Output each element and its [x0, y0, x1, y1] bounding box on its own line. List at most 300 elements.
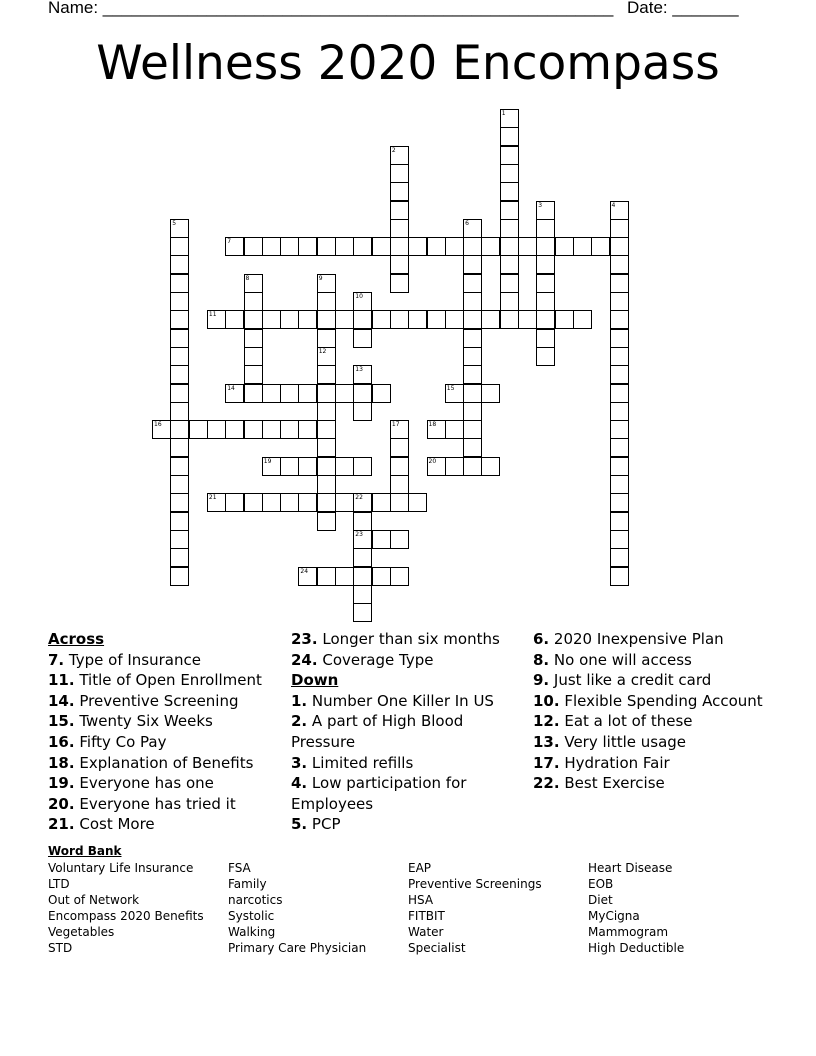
clue-item [48, 794, 278, 815]
clue-number-label: 15 [446, 384, 455, 392]
crossword-cell[interactable] [298, 420, 317, 439]
word-bank-column [408, 860, 542, 956]
crossword-cell[interactable] [536, 347, 555, 366]
word-bank-item: narcotics [228, 893, 283, 907]
clue-item [48, 732, 278, 753]
clue-number-label: 20 [428, 457, 437, 465]
clue-text: Fifty Co Pay [79, 732, 167, 751]
word-bank-heading: Word Bank [48, 844, 122, 858]
word-bank-item: High Deductible [588, 941, 685, 955]
clue-number: 5. [291, 815, 308, 834]
word-bank-item: MyCigna [588, 909, 640, 923]
crossword-cell[interactable] [500, 274, 519, 293]
clue-number-label: 9 [318, 274, 323, 282]
crossword-cell[interactable] [317, 475, 336, 494]
crossword-cell[interactable] [408, 493, 427, 512]
crossword-cell[interactable] [390, 475, 409, 494]
crossword-cell[interactable] [463, 310, 482, 329]
crossword-cell[interactable] [317, 512, 336, 531]
clue-number-label: 11 [208, 311, 217, 319]
clue-text: No one will access [553, 650, 692, 669]
crossword-cell[interactable] [225, 310, 244, 329]
crossword-cell[interactable] [390, 237, 409, 256]
crossword-cell[interactable] [353, 512, 372, 531]
clue-item [291, 629, 521, 650]
crossword-cell[interactable] [500, 127, 519, 146]
crossword-cell[interactable] [463, 255, 482, 274]
clues-column-2 [291, 629, 521, 835]
crossword-cell[interactable] [463, 365, 482, 384]
clue-number: 22. [533, 774, 560, 793]
crossword-cell[interactable] [610, 457, 629, 476]
clue-text: Everyone has one [79, 774, 214, 793]
word-bank-item: Diet [588, 893, 613, 907]
crossword-cell[interactable] [262, 237, 281, 256]
crossword-cell[interactable] [390, 567, 409, 586]
crossword-cell[interactable] [463, 457, 482, 476]
crossword-cell[interactable] [170, 567, 189, 586]
crossword-cell[interactable] [353, 567, 372, 586]
crossword-cell[interactable] [170, 420, 189, 439]
clue-number: 12. [533, 712, 560, 731]
crossword-cell[interactable] [610, 420, 629, 439]
crossword-cell[interactable] [262, 310, 281, 329]
crossword-cell[interactable] [591, 237, 610, 256]
crossword-cell[interactable] [463, 274, 482, 293]
crossword-cell[interactable] [280, 237, 299, 256]
crossword-cell[interactable] [445, 457, 464, 476]
crossword-cell[interactable] [610, 438, 629, 457]
crossword-cell[interactable] [555, 310, 574, 329]
clue-number-label: 17 [391, 421, 400, 429]
crossword-cell[interactable] [610, 310, 629, 329]
crossword-cell[interactable] [445, 420, 464, 439]
crossword-cell[interactable] [353, 329, 372, 348]
crossword-cell[interactable] [463, 438, 482, 457]
crossword-cell[interactable] [244, 365, 263, 384]
clue-item [533, 629, 763, 650]
crossword-cell[interactable] [610, 237, 629, 256]
clue-text: Everyone has tried it [79, 794, 236, 813]
crossword-cell[interactable] [170, 274, 189, 293]
crossword-cell[interactable] [317, 402, 336, 421]
crossword-cell[interactable] [390, 530, 409, 549]
clues-column-3 [533, 629, 763, 794]
crossword-cell[interactable] [500, 182, 519, 201]
crossword-cell[interactable] [390, 219, 409, 238]
crossword-cell[interactable] [317, 567, 336, 586]
crossword-cell[interactable] [463, 384, 482, 403]
word-bank-item: Walking [228, 925, 276, 939]
crossword-cell[interactable] [390, 457, 409, 476]
clue-item [48, 753, 278, 774]
crossword-cell[interactable] [225, 493, 244, 512]
clue-number: 24. [291, 650, 318, 669]
crossword-cell[interactable] [262, 493, 281, 512]
word-bank-column [588, 860, 684, 956]
crossword-cell[interactable] [317, 420, 336, 439]
clue-text: Cost More [79, 815, 155, 834]
word-bank-item: Preventive Screenings [408, 877, 542, 891]
crossword-cell[interactable] [481, 384, 500, 403]
crossword-cell[interactable] [610, 384, 629, 403]
word-bank-item: FITBIT [408, 909, 445, 923]
crossword-cell[interactable] [500, 292, 519, 311]
crossword-cell[interactable] [445, 310, 464, 329]
crossword-cell[interactable] [481, 237, 500, 256]
clue-number: 6. [533, 630, 550, 648]
crossword-cell[interactable] [353, 548, 372, 567]
crossword-cell[interactable] [555, 237, 574, 256]
clue-number-label: 23 [355, 530, 363, 538]
crossword-cell[interactable] [463, 237, 482, 256]
clue-text: Limited refills [311, 753, 414, 772]
crossword-cell[interactable] [335, 237, 354, 256]
crossword-cell[interactable] [536, 219, 555, 238]
crossword-cell[interactable] [536, 292, 555, 311]
crossword-cell[interactable] [390, 201, 409, 220]
clue-number-label: 1 [501, 110, 506, 117]
crossword-cell[interactable] [390, 493, 409, 512]
crossword-cell[interactable] [372, 493, 391, 512]
word-bank-item: Primary Care Physician [228, 941, 367, 955]
clue-text: Explanation of Benefits [79, 753, 254, 772]
crossword-cell[interactable] [280, 310, 299, 329]
crossword-cell[interactable] [390, 164, 409, 183]
crossword-cell[interactable] [518, 310, 537, 329]
clue-text: Hydration Fair [564, 753, 670, 772]
crossword-cell[interactable] [170, 457, 189, 476]
crossword-cell[interactable] [353, 585, 372, 604]
word-bank-item: Mammogram [588, 925, 669, 939]
word-bank-item: Voluntary Life Insurance [48, 861, 194, 875]
clue-item [48, 650, 278, 671]
clue-number: 2. [291, 712, 308, 731]
crossword-cell[interactable] [536, 310, 555, 329]
crossword-cell[interactable] [463, 329, 482, 348]
crossword-cell[interactable] [481, 457, 500, 476]
clue-number-label: 3 [538, 201, 543, 209]
crossword-cell[interactable] [463, 347, 482, 366]
clue-number-label: 7 [227, 238, 232, 246]
crossword-cell[interactable] [317, 329, 336, 348]
crossword-cell[interactable] [610, 530, 629, 549]
clue-number: 3. [291, 753, 308, 772]
name-field-label: Name: ______________________________________________________ [48, 0, 614, 17]
crossword-cell[interactable] [298, 237, 317, 256]
crossword-cell[interactable] [610, 274, 629, 293]
clue-number: 18. [48, 753, 75, 772]
crossword-cell[interactable] [481, 310, 500, 329]
crossword-cell[interactable] [298, 384, 317, 403]
clue-number: 21. [48, 815, 75, 834]
crossword-cell[interactable] [390, 255, 409, 274]
crossword-cell[interactable] [390, 274, 409, 293]
crossword-cell[interactable] [536, 255, 555, 274]
crossword-cell[interactable] [353, 310, 372, 329]
crossword-cell[interactable] [463, 292, 482, 311]
clue-number: 19. [48, 774, 75, 793]
date-field-label: Date: _______ [627, 0, 739, 17]
crossword-cell[interactable] [500, 201, 519, 220]
crossword-cell[interactable] [244, 384, 263, 403]
clue-item [48, 773, 278, 794]
crossword-cell[interactable] [518, 237, 537, 256]
clue-number-label: 8 [245, 274, 250, 282]
word-bank-item: EOB [588, 877, 614, 891]
word-bank-item: Encompass 2020 Benefits [48, 909, 204, 923]
crossword-cell[interactable] [189, 420, 208, 439]
crossword-cell[interactable] [298, 493, 317, 512]
crossword-cell[interactable] [353, 237, 372, 256]
crossword-cell[interactable] [335, 384, 354, 403]
clue-number: 14. [48, 691, 75, 710]
crossword-cell[interactable] [170, 237, 189, 256]
crossword-cell[interactable] [170, 347, 189, 366]
clue-number: 13. [533, 732, 560, 751]
clue-item [533, 753, 763, 774]
clue-number: 11. [48, 671, 75, 690]
crossword-cell[interactable] [170, 530, 189, 549]
clue-item [291, 814, 521, 835]
word-bank-item: Water [408, 925, 444, 939]
crossword-cell[interactable] [170, 493, 189, 512]
crossword-cell[interactable] [335, 457, 354, 476]
crossword-cell[interactable] [372, 237, 391, 256]
crossword-cell[interactable] [170, 402, 189, 421]
clue-item [291, 650, 521, 671]
clue-text: Title of Open Enrollment [79, 671, 262, 690]
clue-item [533, 650, 763, 671]
crossword-cell[interactable] [280, 457, 299, 476]
clue-number: 8. [533, 650, 550, 669]
clue-number: 1. [291, 691, 308, 710]
clue-item [533, 691, 763, 712]
clue-text: A part of High Blood Pressure [291, 712, 464, 751]
clue-text: Just like a credit card [553, 671, 712, 690]
word-bank-item: STD [48, 941, 73, 955]
clue-number-label: 12 [318, 347, 327, 355]
clue-number-label: 22 [355, 494, 363, 502]
clue-item [533, 773, 763, 794]
clue-text: Best Exercise [564, 774, 665, 793]
clue-item [291, 773, 521, 814]
crossword-cell[interactable] [317, 384, 336, 403]
crossword-cell[interactable] [500, 146, 519, 165]
crossword-cell[interactable] [298, 457, 317, 476]
clue-number-label: 6 [465, 219, 469, 227]
clue-text: Longer than six months [322, 630, 500, 648]
clue-number-label: 10 [355, 293, 363, 300]
crossword-cell[interactable] [170, 329, 189, 348]
word-bank-column [48, 860, 204, 956]
crossword-cell[interactable] [280, 384, 299, 403]
crossword-cell[interactable] [610, 402, 629, 421]
down-clue-list-continued [533, 629, 763, 794]
crossword-cell[interactable] [610, 292, 629, 311]
clue-number-label: 19 [263, 457, 272, 465]
clue-number: 10. [533, 691, 560, 710]
crossword-cell[interactable] [408, 310, 427, 329]
crossword-cell[interactable] [244, 329, 263, 348]
crossword-cell[interactable] [244, 292, 263, 311]
clue-text: Twenty Six Weeks [79, 712, 213, 731]
crossword-cell[interactable] [463, 402, 482, 421]
clue-number: 16. [48, 732, 75, 751]
crossword-cell[interactable] [610, 329, 629, 348]
crossword-cell[interactable] [353, 402, 372, 421]
crossword-cell[interactable] [262, 384, 281, 403]
clue-number: 17. [533, 753, 560, 772]
crossword-cell[interactable] [610, 567, 629, 586]
crossword-cell[interactable] [610, 365, 629, 384]
crossword-cell[interactable] [170, 255, 189, 274]
clue-item [48, 670, 278, 691]
crossword-cell[interactable] [536, 329, 555, 348]
clue-item [533, 711, 763, 732]
crossword-cell[interactable] [500, 164, 519, 183]
clue-number: 15. [48, 712, 75, 731]
crossword-cell[interactable] [335, 567, 354, 586]
crossword-cell[interactable] [353, 603, 372, 622]
clue-text: Flexible Spending Account [564, 691, 763, 710]
clue-text: PCP [311, 815, 341, 834]
crossword-cell[interactable] [170, 548, 189, 567]
across-clue-list [48, 650, 278, 835]
crossword-cell[interactable] [317, 493, 336, 512]
crossword-cell[interactable] [372, 530, 391, 549]
crossword-cell[interactable] [335, 493, 354, 512]
crossword-cell[interactable] [207, 420, 226, 439]
clue-number-label: 16 [154, 421, 162, 429]
clue-item [291, 753, 521, 774]
clue-text: Low participation for Employees [291, 774, 467, 813]
clue-number: 20. [48, 794, 75, 813]
crossword-cell[interactable] [317, 457, 336, 476]
crossword-cell[interactable] [610, 493, 629, 512]
crossword-cell[interactable] [317, 365, 336, 384]
clue-number-label: 14 [227, 384, 235, 392]
crossword-cell[interactable] [353, 384, 372, 403]
crossword-cell[interactable] [170, 292, 189, 311]
crossword-cell[interactable] [244, 420, 263, 439]
clue-text: Preventive Screening [79, 691, 239, 710]
crossword-cell[interactable] [170, 384, 189, 403]
clue-number: 4. [291, 774, 308, 793]
crossword-cell[interactable] [408, 237, 427, 256]
crossword-cell[interactable] [170, 310, 189, 329]
clues-column-1 [48, 629, 278, 835]
crossword-cell[interactable] [335, 310, 354, 329]
crossword-cell[interactable] [573, 237, 592, 256]
crossword-cell[interactable] [610, 219, 629, 238]
word-bank-item: Family [228, 877, 267, 891]
crossword-cell[interactable] [390, 438, 409, 457]
across-clue-list-continued [291, 629, 521, 670]
crossword-cell[interactable] [244, 310, 263, 329]
crossword-cell[interactable] [353, 457, 372, 476]
crossword-cell[interactable] [610, 255, 629, 274]
clue-text: Very little usage [564, 732, 687, 751]
crossword-cell[interactable] [610, 512, 629, 531]
clue-item [48, 711, 278, 732]
crossword-cell[interactable] [610, 548, 629, 567]
word-bank-item: Heart Disease [588, 861, 673, 875]
page-title: Wellness 2020 Encompass [96, 36, 720, 91]
crossword-cell[interactable] [170, 475, 189, 494]
crossword-cell[interactable] [170, 438, 189, 457]
clue-number: 23. [291, 630, 318, 648]
crossword-cell[interactable] [280, 493, 299, 512]
word-bank-item: Systolic [228, 909, 275, 923]
crossword-cell[interactable] [170, 365, 189, 384]
crossword-cell[interactable] [317, 292, 336, 311]
word-bank-item: Vegetables [48, 925, 115, 939]
crossword-cell[interactable] [500, 219, 519, 238]
clue-item [533, 670, 763, 691]
clue-text: Number One Killer In US [311, 691, 494, 710]
crossword-cell[interactable] [610, 475, 629, 494]
crossword-cell[interactable] [573, 310, 592, 329]
clue-item [291, 711, 521, 752]
clue-item [48, 814, 278, 835]
crossword-cell[interactable] [298, 310, 317, 329]
crossword-cell[interactable] [536, 237, 555, 256]
crossword-cell[interactable] [500, 310, 519, 329]
crossword-cell[interactable] [317, 237, 336, 256]
down-heading: Down [291, 671, 339, 690]
crossword-cell[interactable] [445, 237, 464, 256]
clue-number-label: 18 [428, 421, 437, 429]
clue-text: Coverage Type [322, 650, 434, 669]
clue-text: 2020 Inexpensive Plan [553, 630, 724, 648]
crossword-cell[interactable] [427, 237, 446, 256]
across-heading: Across [48, 630, 105, 648]
crossword-cell[interactable] [244, 237, 263, 256]
crossword-cell[interactable] [500, 255, 519, 274]
clue-text: Eat a lot of these [564, 712, 693, 731]
crossword-cell[interactable] [463, 420, 482, 439]
crossword-cell[interactable] [390, 310, 409, 329]
word-bank-item: FSA [228, 861, 251, 875]
crossword-cell[interactable] [170, 512, 189, 531]
crossword-cell[interactable] [536, 274, 555, 293]
crossword-cell[interactable] [427, 310, 446, 329]
crossword-cell[interactable] [317, 310, 336, 329]
down-clue-list [291, 691, 521, 835]
clue-number-label: 4 [611, 201, 616, 209]
crossword-cell[interactable] [225, 420, 244, 439]
word-bank-item: LTD [48, 877, 70, 891]
clue-number-label: 13 [355, 366, 363, 374]
crossword-cell[interactable] [610, 347, 629, 366]
crossword-cell[interactable] [390, 182, 409, 201]
crossword-cell[interactable] [244, 347, 263, 366]
clue-number-label: 24 [300, 567, 309, 575]
crossword-cell[interactable] [244, 493, 263, 512]
crossword-cell[interactable] [372, 567, 391, 586]
crossword-cell[interactable] [280, 420, 299, 439]
crossword-cell[interactable] [372, 384, 391, 403]
clue-item [533, 732, 763, 753]
crossword-cell[interactable] [372, 310, 391, 329]
clue-text: Type of Insurance [68, 650, 201, 669]
crossword-cell[interactable] [317, 438, 336, 457]
clue-number: 7. [48, 650, 65, 669]
word-bank-item: HSA [408, 893, 434, 907]
crossword-cell[interactable] [500, 237, 519, 256]
crossword-cell[interactable] [262, 420, 281, 439]
